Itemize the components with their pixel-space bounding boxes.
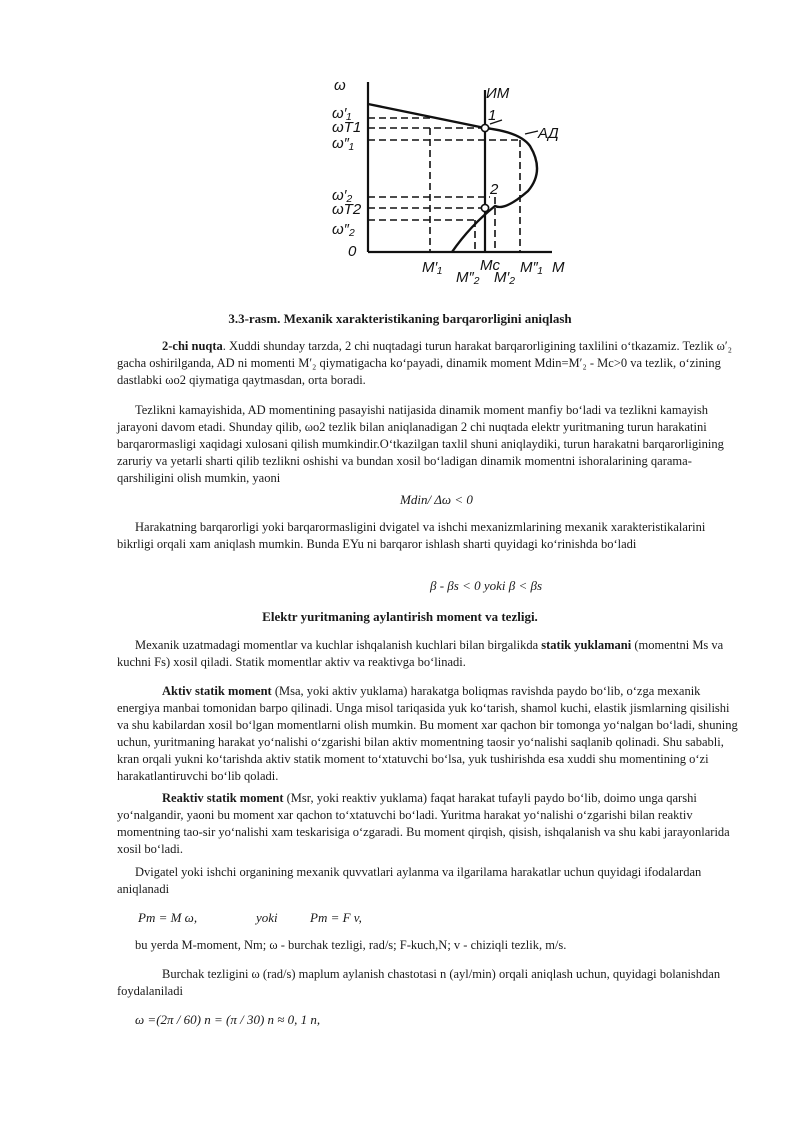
label-w2pp: ω″₂ bbox=[332, 221, 355, 238]
label-m2p: M′₂ bbox=[494, 269, 516, 286]
static-load-text-c: (momentni Ms va kuchni Fs) xosil qiladi. Statik momentlar aktiv va reaktivga bo‘linadi. bbox=[117, 638, 724, 669]
point-2 bbox=[481, 204, 488, 211]
label-m1pp: M″₁ bbox=[520, 259, 543, 276]
label-omega: ω bbox=[334, 77, 346, 94]
paragraph-reactive-moment bbox=[117, 790, 743, 858]
reactive-moment-text: (Msr, yoki reaktiv yuklama) faqat harakat tufayli paydo bo‘lib, doimo unga qarshi yo‘nalgandir, yaoni bu moment xar qachon to‘xtatuvchi bo‘ladi. Yuritma harakat yo‘nalishi o‘zgarishi bilan reaktiv momentning tao-sir yo‘nalishi xam teskarisiga o‘zgaradi. Bu moment qirqish, qisish, ishqalanish va shu kabi jarayonlarida xosil bo‘ladi. bbox=[117, 791, 730, 856]
formula-beta: β - βs < 0 yoki β < βs bbox=[430, 578, 543, 593]
figure-caption: 3.3-rasm. Mexanik xarakteristikaning barqarorligini aniqlash bbox=[228, 311, 572, 326]
label-m: M bbox=[552, 259, 565, 276]
section-heading: Elektr yuritmaning aylantirish moment va tezligi. bbox=[262, 609, 538, 624]
label-w1p: ω′₁ bbox=[332, 105, 352, 122]
label-im: ИМ bbox=[486, 85, 510, 102]
formula-omega: ω =(2π / 60) n = (π / 30) n ≈ 0, 1 n, bbox=[135, 1012, 321, 1027]
static-load-text-a: Mexanik uzatmadagi momentlar va kuchlar ishqalanish kuchlari bilan birgalikda bbox=[135, 638, 542, 652]
label-w2p: ω′₂ bbox=[332, 187, 353, 204]
label-ad: АД bbox=[538, 125, 559, 142]
label-m2pp: M″₂ bbox=[456, 269, 480, 286]
formula-power-rot: Pm = M ω, bbox=[138, 910, 198, 925]
label-wt2: ωT2 bbox=[332, 201, 362, 218]
paragraph-speed-decrease: Tezlikni kamayishida, AD momentining pasayishi natijasida dinamik moment manfiy bo‘ladi va tezlikni kamayish jarayoni davom etadi. Shunday qilib, ωo2 tezlik bilan aniqlanadigan 2 chi nuqtada elektr yuritmaning turun harakatini barqarormasligi xaqidagi xulosani qilish mumkindir.O‘tkazilgan taxlil shuni aniqlaydiki, turun harakatni barqarorligining zaruriy va yetarli sharti qilib tezlikni oshishi va bundan xosil bo‘ladigan dinamik momentni ishoralarining qarama-qarshiligini olish mumkin, yaoni bbox=[117, 403, 724, 485]
point-1 bbox=[481, 124, 488, 131]
label-m1p: M′₁ bbox=[422, 259, 443, 276]
mechanical-characteristic-figure bbox=[330, 76, 570, 288]
label-mc: Mc bbox=[480, 257, 500, 274]
label-point-2: 2 bbox=[490, 181, 499, 198]
reactive-moment-bold: Reaktiv statik moment bbox=[162, 791, 284, 805]
paragraph-definitions: bu yerda M-moment, Nm; ω - burchak tezligi, rad/s; F-kuch,N; v - chiziqli tezlik, m/s. bbox=[135, 938, 567, 952]
label-point-1: 1 bbox=[488, 107, 497, 124]
ad-curve bbox=[368, 104, 537, 252]
paragraph-static-load bbox=[117, 637, 743, 671]
formula-stability: Mdin/ Δω < 0 bbox=[400, 492, 473, 507]
label-wt1: ωT1 bbox=[332, 119, 362, 136]
label-zero: 0 bbox=[348, 243, 357, 260]
label-w1pp: ω″₁ bbox=[332, 135, 354, 152]
active-moment-bold: Aktiv statik moment bbox=[162, 684, 272, 698]
figure-svg bbox=[330, 76, 570, 288]
paragraph-stiffness: Harakatning barqarorligi yoki barqarormasligini dvigatel va ishchi mexanizmlarining mexanik xarakteristikalarini bikrligi orqali xam aniqlash mumkin. Bunda EYu ni barqaror ishlash sharti quyidagi ko‘rinishda bo‘ladi bbox=[117, 520, 706, 551]
paragraph-angular-speed: Burchak tezligini ω (rad/s) maplum aylanish chastotasi n (ayl/min) orqali aniqlash uchun, quyidagi bolanishdan foydalaniladi bbox=[117, 967, 721, 998]
paragraph-point-2 bbox=[117, 338, 743, 389]
formula-power-lin: Pm = F v, bbox=[310, 910, 362, 925]
paragraph-point-2-text: . Xuddi shunday tarzda, 2 chi nuqtadagi turun harakat barqarorligining taxlilini o‘tkazamiz. Tezlik ω′₂ gacha oshirilganda, AD ni momenti M′₂ qiymatigacha ko‘payadi, dinamik moment Mdin=M′₂ - Mc>0 va tezlik, o‘zining dastlabki ωo2 qiymatiga qaytmasdan, orta boradi. bbox=[117, 339, 732, 387]
paragraph-power: Dvigatel yoki ishchi organining mexanik quvvatlari aylanma va ilgarilama harakatlar uchun quyidagi ifodalardan aniqlanadi bbox=[117, 865, 702, 896]
formula-power-or: yoki bbox=[256, 910, 278, 925]
active-moment-text: (Msa, yoki aktiv yuklama) harakatga boliqmas ravishda paydo bo‘lib, o‘zga mexanik energiya manbai tomonidan barpo qilinadi. Unga misol tariqasida yuk ko‘tarish, shamol kuchi, elastik jismlarning qisilishi va shu kabilardan xosil bo‘lgan momentlarni olish mumkin. Bu moment xar qachon bir tomonga yo‘nalgan bo‘ladi, shuning uchun, yuritmaning harakat yo‘nalishi o‘zgarishi bilan aktiv momentning taosir yo‘nalishi saqlanib qolinadi. Shu sababli, kran orqali yukni ko‘tarishda aktiv statik moment to‘xtatuvchi bo‘lsa, yuk tushirishda esa xuddi shu momentining o‘zi harakatlantiruvchi bo‘lib qoladi. bbox=[117, 684, 738, 783]
paragraph-point-2-bold: 2-chi nuqta bbox=[162, 339, 223, 353]
paragraph-active-moment bbox=[117, 683, 743, 785]
static-load-bold: statik yuklamani bbox=[541, 638, 632, 652]
